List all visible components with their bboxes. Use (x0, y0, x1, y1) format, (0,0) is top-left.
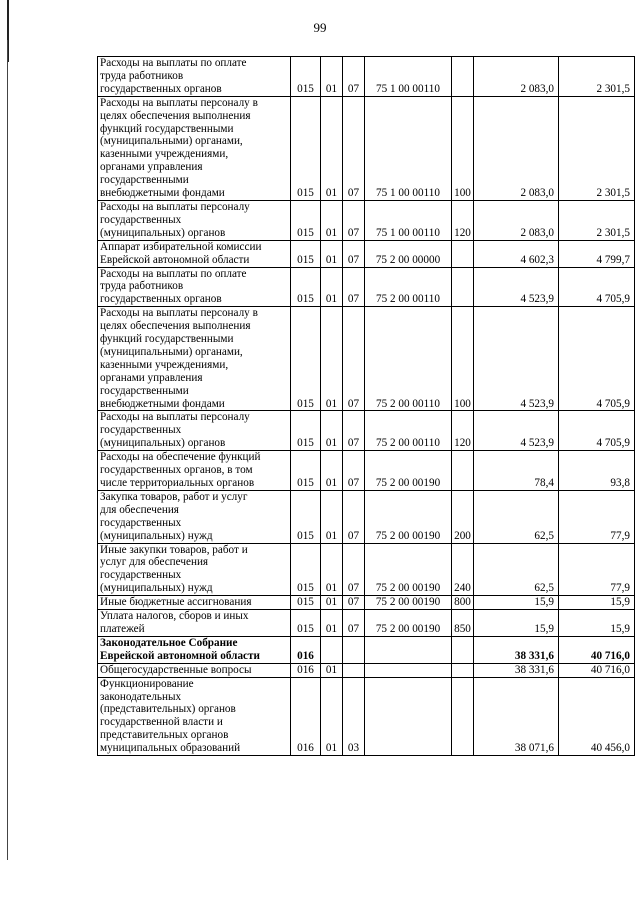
cell-pr: 07 (343, 307, 365, 411)
item-name-line: государственных (100, 424, 182, 437)
cell-ved: 016 (291, 663, 321, 677)
item-name-line: государственных (100, 213, 182, 226)
table-row (98, 57, 635, 97)
cell-rz: 01 (321, 411, 343, 451)
cell-csr (365, 677, 452, 755)
cell-vr: 200 (452, 490, 474, 543)
cell-item-name (98, 411, 291, 451)
cell-csr: 75 2 00 00190 (365, 543, 452, 596)
item-name-line: Аппарат избирательной комиссии (100, 240, 262, 253)
page-number: 99 (313, 20, 327, 35)
cell-ved: 015 (291, 267, 321, 307)
item-name-line: Уплата налогов, сборов и иных (100, 610, 249, 623)
item-name-line: Закупка товаров, работ и услуг (100, 490, 248, 503)
item-name-line: казенными учреждениями, (100, 148, 229, 161)
cell-item-name (98, 307, 291, 411)
table-row (98, 96, 635, 200)
cell-vr: 800 (452, 596, 474, 610)
item-name-line: Функционирование (100, 677, 194, 690)
cell-amount-year1: 38 071,6 (474, 677, 559, 755)
item-name-line: (муниципальными) органами, (100, 345, 243, 358)
item-name-line: Еврейской автономной области (100, 253, 250, 266)
cell-csr: 75 2 00 00110 (365, 411, 452, 451)
table-row (98, 543, 635, 596)
cell-vr (452, 677, 474, 755)
cell-rz (321, 636, 343, 663)
cell-rz: 01 (321, 490, 343, 543)
cell-amount-year1: 78,4 (474, 451, 559, 491)
item-name-line: государственных органов (100, 82, 222, 95)
cell-pr: 07 (343, 200, 365, 240)
cell-item-name (98, 677, 291, 755)
cell-vr: 240 (452, 543, 474, 596)
cell-pr: 03 (343, 677, 365, 755)
item-name-line: государственных органов, в том (100, 464, 253, 477)
cell-ved: 015 (291, 96, 321, 200)
item-name-line: (муниципальных) нужд (100, 529, 213, 542)
cell-item-name (98, 267, 291, 307)
cell-rz: 01 (321, 596, 343, 610)
item-name-line: (представительных) органов (100, 703, 236, 716)
cell-amount-year1: 62,5 (474, 543, 559, 596)
cell-item-name (98, 610, 291, 637)
cell-item-name (98, 200, 291, 240)
cell-vr: 120 (452, 411, 474, 451)
table-row (98, 596, 635, 610)
cell-item-name (98, 96, 291, 200)
cell-csr: 75 1 00 00110 (365, 57, 452, 97)
cell-amount-year1: 62,5 (474, 490, 559, 543)
item-name-line: казенными учреждениями, (100, 358, 229, 371)
table-row (98, 636, 635, 663)
cell-vr (452, 636, 474, 663)
item-name-line: государственными (100, 384, 189, 397)
cell-pr: 07 (343, 96, 365, 200)
item-name-line: целях обеспечения выполнения (100, 109, 251, 122)
cell-csr (365, 636, 452, 663)
cell-pr: 07 (343, 543, 365, 596)
cell-csr: 75 2 00 00110 (365, 267, 452, 307)
cell-item-name (98, 636, 291, 663)
cell-amount-year2: 4 705,9 (559, 307, 635, 411)
item-name-line: Иные закупки товаров, работ и (100, 543, 248, 556)
cell-item-name (98, 596, 291, 610)
cell-vr (452, 663, 474, 677)
cell-csr: 75 1 00 00110 (365, 200, 452, 240)
cell-amount-year2: 15,9 (559, 596, 635, 610)
cell-item-name (98, 663, 291, 677)
cell-amount-year1: 2 083,0 (474, 57, 559, 97)
cell-rz: 01 (321, 543, 343, 596)
cell-ved: 016 (291, 677, 321, 755)
cell-csr: 75 2 00 00190 (365, 610, 452, 637)
cell-csr: 75 2 00 00190 (365, 596, 452, 610)
cell-rz: 01 (321, 307, 343, 411)
item-name-line: органами управления (100, 371, 203, 384)
table-row (98, 663, 635, 677)
item-name-line: Расходы на выплаты персоналу (100, 200, 250, 213)
cell-amount-year2: 77,9 (559, 490, 635, 543)
item-name-line: целях обеспечения выполнения (100, 320, 251, 333)
item-name-line: Иные бюджетные ассигнования (100, 596, 252, 609)
cell-amount-year2: 40 456,0 (559, 677, 635, 755)
cell-csr: 75 2 00 00190 (365, 451, 452, 491)
cell-ved: 015 (291, 307, 321, 411)
cell-amount-year2: 4 705,9 (559, 411, 635, 451)
cell-amount-year2: 40 716,0 (559, 663, 635, 677)
item-name-line: Расходы на выплаты персоналу (100, 411, 250, 424)
item-name-line: (муниципальных) органов (100, 437, 226, 450)
item-name-line: Общегосударственные вопросы (100, 663, 252, 676)
item-name-line: Расходы на выплаты по оплате (100, 267, 247, 280)
cell-item-name (98, 451, 291, 491)
cell-vr: 850 (452, 610, 474, 637)
cell-ved: 015 (291, 57, 321, 97)
table-row (98, 451, 635, 491)
table-row (98, 240, 635, 267)
cell-rz: 01 (321, 240, 343, 267)
cell-ved: 015 (291, 543, 321, 596)
cell-amount-year1: 38 331,6 (474, 636, 559, 663)
cell-pr: 07 (343, 490, 365, 543)
item-name-line: числе территориальных органов (100, 477, 255, 489)
cell-amount-year1: 15,9 (474, 596, 559, 610)
table-row (98, 677, 635, 755)
item-name-line: государственных (100, 569, 182, 582)
cell-csr: 75 2 00 00190 (365, 490, 452, 543)
item-name-line: труда работников (100, 69, 184, 82)
cell-amount-year2: 4 705,9 (559, 267, 635, 307)
item-name-line: государственных органов (100, 293, 222, 306)
cell-amount-year2: 2 301,5 (559, 200, 635, 240)
cell-amount-year2: 93,8 (559, 451, 635, 491)
cell-rz: 01 (321, 451, 343, 491)
cell-amount-year1: 4 523,9 (474, 307, 559, 411)
cell-vr (452, 240, 474, 267)
cell-csr (365, 663, 452, 677)
item-name-line: (муниципальных) нужд (100, 582, 213, 595)
cell-ved: 016 (291, 636, 321, 663)
cell-pr: 07 (343, 267, 365, 307)
item-name-line: функций государственными (100, 333, 234, 346)
cell-pr: 07 (343, 596, 365, 610)
item-name-line: государственной власти и (100, 716, 223, 729)
cell-pr: 07 (343, 240, 365, 267)
item-name-line: органами управления (100, 161, 203, 174)
cell-ved: 015 (291, 596, 321, 610)
cell-rz: 01 (321, 200, 343, 240)
item-name-line: муниципальных образований (100, 742, 241, 755)
cell-rz: 01 (321, 96, 343, 200)
budget-table (97, 56, 635, 756)
cell-amount-year2: 4 799,7 (559, 240, 635, 267)
cell-pr: 07 (343, 610, 365, 637)
item-name-line: Расходы на выплаты по оплате (100, 57, 247, 69)
cell-item-name (98, 543, 291, 596)
budget-table-body (98, 57, 635, 756)
cell-vr: 100 (452, 307, 474, 411)
cell-amount-year1: 4 602,3 (474, 240, 559, 267)
cell-item-name (98, 240, 291, 267)
cell-amount-year2: 2 301,5 (559, 57, 635, 97)
item-name-line: для обеспечения (100, 503, 179, 516)
cell-ved: 015 (291, 610, 321, 637)
cell-rz: 01 (321, 267, 343, 307)
cell-pr (343, 636, 365, 663)
item-name-line: (муниципальных) органов (100, 226, 226, 239)
cell-rz: 01 (321, 677, 343, 755)
table-row (98, 200, 635, 240)
table-row (98, 307, 635, 411)
cell-vr (452, 451, 474, 491)
cell-ved: 015 (291, 451, 321, 491)
cell-rz: 01 (321, 610, 343, 637)
cell-pr: 07 (343, 57, 365, 97)
table-row (98, 411, 635, 451)
item-name-line: законодательных (100, 690, 182, 703)
cell-amount-year1: 2 083,0 (474, 200, 559, 240)
item-name-line: платежей (100, 622, 145, 635)
item-name-line: Законодательное Собрание (100, 636, 238, 649)
item-name-line: функций государственными (100, 122, 234, 135)
item-name-line: Еврейской автономной области (100, 649, 260, 662)
cell-amount-year2: 2 301,5 (559, 96, 635, 200)
cell-vr (452, 57, 474, 97)
table-row (98, 267, 635, 307)
cell-ved: 015 (291, 490, 321, 543)
item-name-line: Расходы на обеспечение функций (100, 451, 261, 464)
cell-csr: 75 2 00 00110 (365, 307, 452, 411)
item-name-line: Расходы на выплаты персоналу в (100, 307, 258, 320)
item-name-line: услуг для обеспечения (100, 556, 209, 569)
item-name-line: представительных органов (100, 729, 229, 742)
cell-amount-year1: 4 523,9 (474, 267, 559, 307)
cell-amount-year2: 15,9 (559, 610, 635, 637)
item-name-line: труда работников (100, 280, 184, 293)
cell-pr: 07 (343, 451, 365, 491)
item-name-line: внебюджетными фондами (100, 187, 225, 200)
item-name-line: внебюджетными фондами (100, 397, 225, 410)
cell-pr: 07 (343, 411, 365, 451)
table-row (98, 610, 635, 637)
cell-amount-year1: 15,9 (474, 610, 559, 637)
cell-item-name (98, 490, 291, 543)
cell-amount-year2: 40 716,0 (559, 636, 635, 663)
cell-amount-year1: 38 331,6 (474, 663, 559, 677)
cell-amount-year1: 2 083,0 (474, 96, 559, 200)
cell-ved: 015 (291, 200, 321, 240)
cell-vr: 100 (452, 96, 474, 200)
cell-vr (452, 267, 474, 307)
cell-ved: 015 (291, 411, 321, 451)
cell-csr: 75 2 00 00000 (365, 240, 452, 267)
item-name-line: государственными (100, 174, 189, 187)
item-name-line: государственных (100, 516, 182, 529)
item-name-line: Расходы на выплаты персоналу в (100, 96, 258, 109)
cell-vr: 120 (452, 200, 474, 240)
table-row (98, 490, 635, 543)
cell-csr: 75 1 00 00110 (365, 96, 452, 200)
margin-line (7, 40, 8, 860)
cell-rz: 01 (321, 663, 343, 677)
cell-item-name (98, 57, 291, 97)
cell-amount-year2: 77,9 (559, 543, 635, 596)
cell-pr (343, 663, 365, 677)
cell-amount-year1: 4 523,9 (474, 411, 559, 451)
item-name-line: (муниципальными) органами, (100, 135, 243, 148)
cell-rz: 01 (321, 57, 343, 97)
cell-ved: 015 (291, 240, 321, 267)
